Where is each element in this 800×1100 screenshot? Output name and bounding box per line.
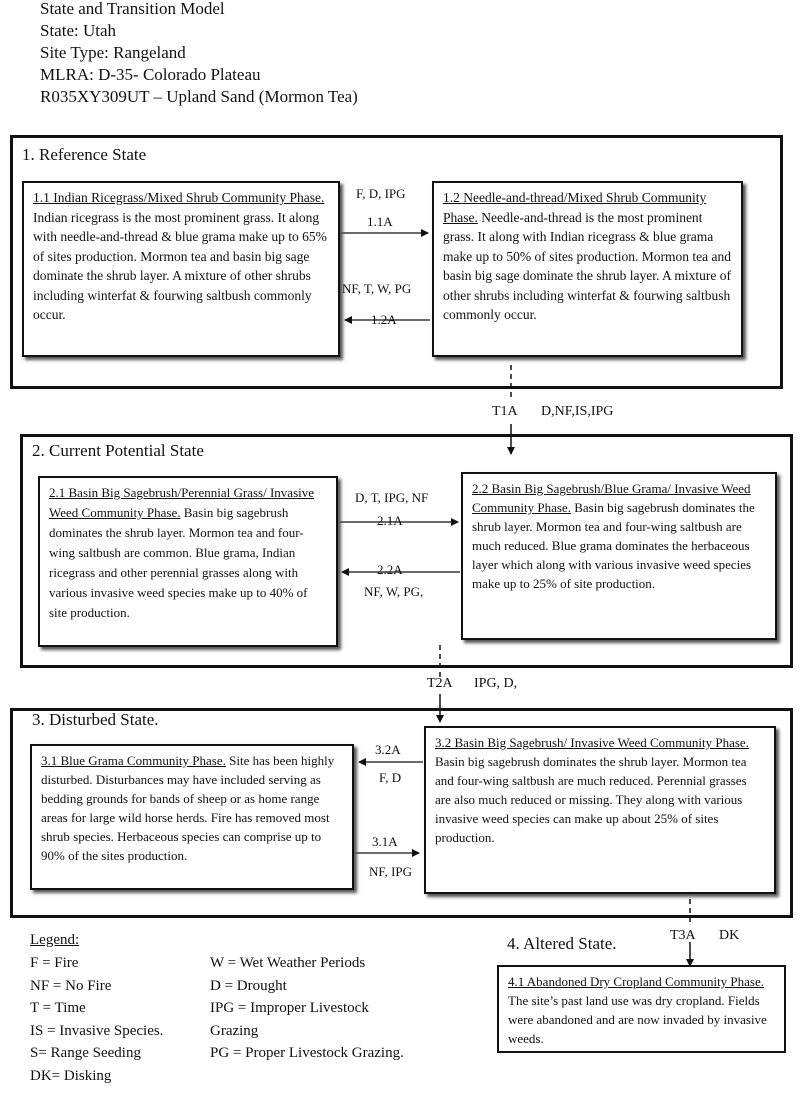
t-1-2a-code: 1.2A <box>371 312 397 327</box>
phase-3-2-title: 3.2 Basin Big Sagebrush/ Invasive Weed Community Phase. <box>435 735 749 750</box>
t1a-causes: D,NF,IS,IPG <box>541 404 614 419</box>
t1a-code: T1A <box>492 404 518 419</box>
legend-col1 <box>30 952 163 1087</box>
legend-item: T = Time <box>30 1000 86 1016</box>
t-2-1a-causes: D, T, IPG, NF <box>355 490 429 505</box>
phase-1-2-title: 1.2 Needle-and-thread/Mixed Shrub Community Phase. <box>443 190 707 225</box>
legend-item: Grazing <box>210 1022 259 1039</box>
t2a-causes: IPG, D, <box>474 676 518 691</box>
phase-4-1-body: The site’s past land use was dry cropland. Fields were abandoned and are now invaded by invasive weeds. <box>508 993 767 1046</box>
t-1-1a-code: 1.1A <box>367 214 393 229</box>
phase-2-2 <box>461 472 777 640</box>
t-2-1a-code: 2.1A <box>377 513 403 528</box>
phase-2-2-body: Basin big sagebrush dominates the shrub layer. Mormon tea and four-wing saltbush are much reduced. Blue grama dominates the herbaceous layer which along with various invasive weed species make up to 25% of site production. <box>472 500 755 591</box>
legend-col2 <box>210 952 404 1065</box>
legend-item: NF = No Fire <box>30 977 112 994</box>
legend-item: IPG = Improper Livestock <box>210 1000 369 1016</box>
t-1-1a-causes: F, D, IPG <box>356 186 406 201</box>
t-2-2a-causes: NF, W, PG, <box>364 584 424 599</box>
phase-3-1-body: Site has been highly disturbed. Disturbances may have included serving as bedding grounds for bands of sheep or as home range areas for large wild horse herds. Fire has removed most shrub species. Herbaceous species can comprise up to 90% of the sites production. <box>41 753 335 863</box>
phase-2-2-title: 2.2 Basin Big Sagebrush/Blue Grama/ Invasive Weed Community Phase. <box>472 481 751 515</box>
header-mlra: MLRA: D-35- Colorado Plateau <box>40 65 261 84</box>
phase-1-2 <box>432 181 743 357</box>
legend-title: Legend: <box>30 932 80 948</box>
t-3-2a-code: 3.2A <box>375 742 401 757</box>
phase-2-1-title: 2.1 Basin Big Sagebrush/Perennial Grass/ Invasive Weed Community Phase. <box>49 485 315 520</box>
t-3-1a-causes: NF, IPG <box>369 864 413 879</box>
phase-1-1-body: Indian ricegrass is the most prominent grass. It along with needle-and-thread & blue grama make up to 65% of sites production. Mormon tea and basin big sage dominate the shrub layer. A mixture of other shrubs including winterfat & fourwing saltbush commonly occur. <box>33 209 327 322</box>
phase-4-1-title: 4.1 Abandoned Dry Cropland Community Phase. <box>508 974 765 989</box>
t2a-code: T2A <box>427 676 453 691</box>
legend-item: F = Fire <box>30 955 79 971</box>
t-3-2a-causes: F, D <box>379 770 402 785</box>
legend-item: S= Range Seeding <box>30 1045 141 1061</box>
phase-3-2 <box>424 726 776 894</box>
phase-4-1 <box>497 965 786 1053</box>
phase-1-2-body: Needle-and-thread is the most prominent grass. It along with Indian ricegrass & blue grama make up to 50% of sites production. Mormon tea and basin big sage dominate the shrub layer. A mixture of other shrubs including winterfat & fourwing saltbush commonly occur. <box>443 209 731 322</box>
legend-item: D = Drought <box>210 977 287 994</box>
phase-2-1 <box>38 476 338 647</box>
phase-3-2-body: Basin big sagebrush dominates the shrub layer. Mormon tea and four-wing saltbush are much reduced. Perennial grasses are also much reduced or missing. They along with various invasive weed species can make up about 25% of sites production. <box>435 754 747 845</box>
t3a-code: T3A <box>670 928 696 943</box>
legend-item: W = Wet Weather Periods <box>210 955 366 971</box>
altered-state-title: 4. Altered State. <box>507 934 617 953</box>
phase-1-1-title: 1.1 Indian Ricegrass/Mixed Shrub Community Phase. <box>33 190 325 205</box>
legend-item: PG = Proper Livestock Grazing. <box>210 1045 404 1061</box>
t-2-2a-code: 2.2A <box>377 562 403 577</box>
phase-1-1 <box>22 181 340 357</box>
current-potential-state-title: 2. Current Potential State <box>32 441 204 460</box>
phase-2-1-body: Basin big sagebrush dominates the shrub layer. Mormon tea and four-wing saltbush are common. Blue grama, Indian ricegrass and other perennial grasses along with various invasive weed species make up to 40% of site production. <box>49 505 308 620</box>
disturbed-state-title: 3. Disturbed State. <box>32 710 159 729</box>
model-title: State and Transition Model <box>40 0 225 18</box>
header-state: State: Utah <box>40 21 117 40</box>
t-3-1a-code: 3.1A <box>372 834 398 849</box>
reference-state-title: 1. Reference State <box>22 145 147 164</box>
header-site-type: Site Type: Rangeland <box>40 43 186 62</box>
legend-item: DK= Disking <box>30 1067 112 1084</box>
phase-3-1 <box>30 744 354 890</box>
t3a-causes: DK <box>719 928 740 943</box>
t-1-2a-causes: NF, T, W, PG <box>342 281 412 296</box>
legend-item: IS = Invasive Species. <box>30 1022 164 1039</box>
phase-3-1-title: 3.1 Blue Grama Community Phase. <box>41 753 226 768</box>
header-ecosite: R035XY309UT – Upland Sand (Mormon Tea) <box>40 87 358 106</box>
